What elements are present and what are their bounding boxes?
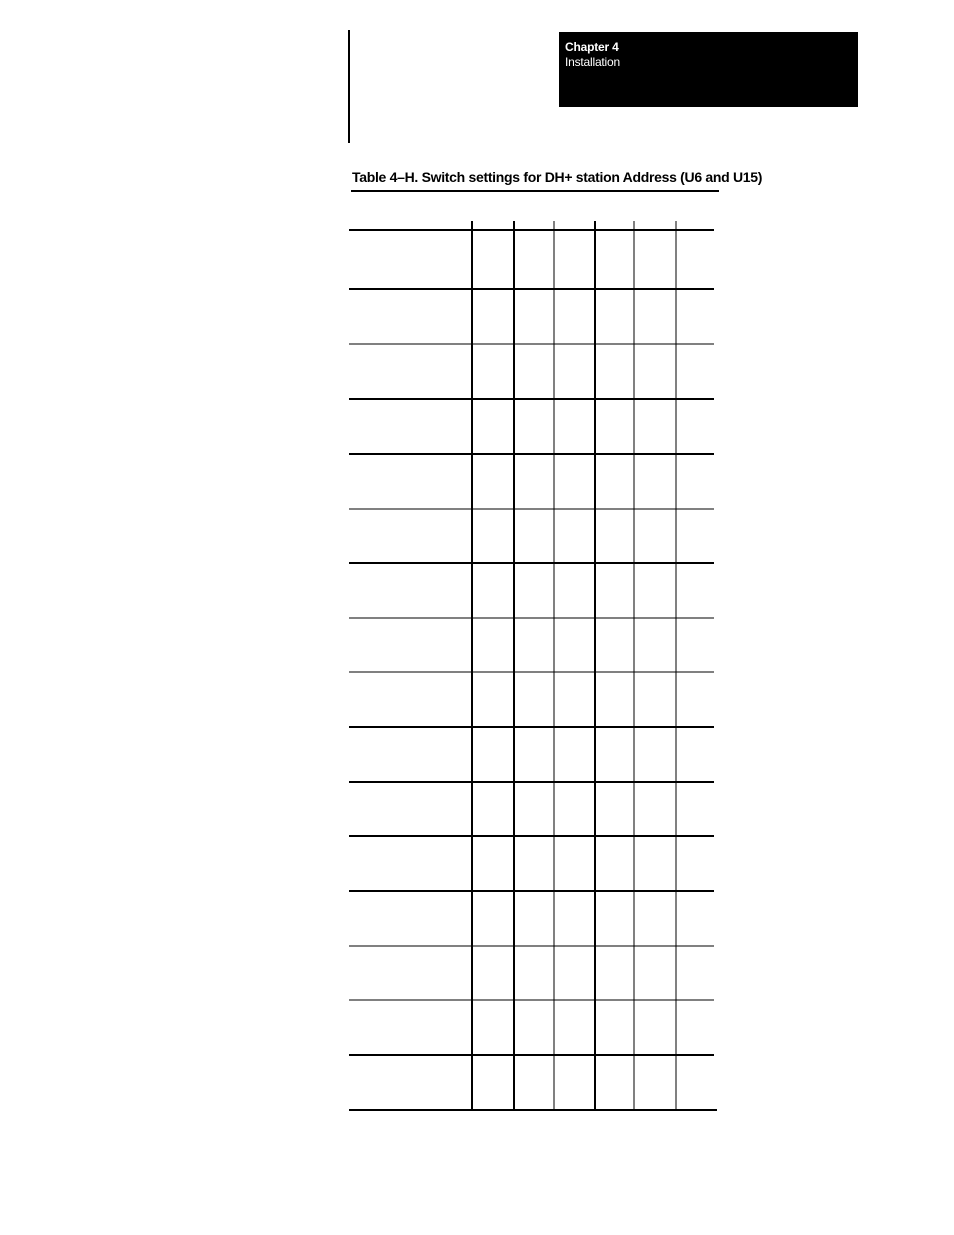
table-cell (514, 289, 554, 344)
table-cell (595, 946, 634, 1000)
table-cell (595, 672, 634, 727)
table-cell (554, 782, 595, 836)
table-cell (554, 618, 595, 672)
table-cell (676, 344, 714, 399)
table-cell (349, 454, 472, 509)
table-cell (595, 782, 634, 836)
table-cell (676, 454, 714, 509)
chapter-title: Chapter 4 (565, 40, 619, 54)
table-cell (676, 1055, 714, 1110)
table-cell (595, 891, 634, 946)
table-cell (554, 1000, 595, 1055)
table-cell (472, 946, 514, 1000)
table-cell (676, 509, 714, 563)
table-cell (554, 509, 595, 563)
table-cell (676, 782, 714, 836)
table-cell (514, 1055, 554, 1110)
table-cell (554, 563, 595, 618)
table-cell (554, 672, 595, 727)
table-cell (349, 782, 472, 836)
table-cell (676, 230, 714, 289)
table-cell (514, 230, 554, 289)
table-cell (349, 230, 472, 289)
table-cell (676, 946, 714, 1000)
table-cell (514, 836, 554, 891)
table-cell (349, 891, 472, 946)
table-caption: Table 4–H. Switch settings for DH+ station Address (U6 and U15) (352, 169, 763, 185)
table-cell (349, 563, 472, 618)
table-cell (595, 289, 634, 344)
table-cell (595, 618, 634, 672)
table-cell (472, 1055, 514, 1110)
table-cell (634, 836, 676, 891)
table-cell (634, 399, 676, 454)
table-cell (472, 454, 514, 509)
table-cell (472, 672, 514, 727)
table-cell (634, 344, 676, 399)
table-cell (472, 1000, 514, 1055)
table-cell (349, 836, 472, 891)
table-cell (514, 454, 554, 509)
table-cell (554, 891, 595, 946)
table-cell (554, 230, 595, 289)
table-cell (514, 509, 554, 563)
table-cell (554, 946, 595, 1000)
table-cell (472, 399, 514, 454)
table-cell (349, 399, 472, 454)
table-cell (595, 1055, 634, 1110)
table-cell (472, 509, 514, 563)
table-cell (634, 563, 676, 618)
table-cell (634, 1000, 676, 1055)
table-cell (676, 618, 714, 672)
table-cell (472, 289, 514, 344)
table-cell (676, 563, 714, 618)
chapter-section-title: Installation (565, 55, 620, 69)
table-cell (634, 509, 676, 563)
table-cell (676, 289, 714, 344)
table-cell (514, 891, 554, 946)
table-cell (514, 563, 554, 618)
table-cell (554, 289, 595, 344)
table-cell (634, 1055, 676, 1110)
table-cell (595, 563, 634, 618)
table-cell (514, 399, 554, 454)
table-cell (349, 509, 472, 563)
table-cell (472, 230, 514, 289)
table-cell (634, 672, 676, 727)
table-cell (595, 509, 634, 563)
table-cell (349, 618, 472, 672)
table-cell (349, 1000, 472, 1055)
table-cell (349, 289, 472, 344)
table-cell (595, 727, 634, 782)
table-cell (472, 344, 514, 399)
table-cell (634, 891, 676, 946)
table-cell (595, 344, 634, 399)
table-cell (595, 399, 634, 454)
table-cell (472, 618, 514, 672)
table-cell (676, 891, 714, 946)
table-cell (634, 946, 676, 1000)
table-cell (634, 782, 676, 836)
table-cell (676, 836, 714, 891)
table-cell (676, 1000, 714, 1055)
table-cell (514, 946, 554, 1000)
table-cell (472, 836, 514, 891)
table-cell (472, 891, 514, 946)
table-cell (514, 727, 554, 782)
table-cell (554, 344, 595, 399)
table-cell (676, 727, 714, 782)
table-cell (349, 672, 472, 727)
table-cell (472, 782, 514, 836)
table-cell (349, 727, 472, 782)
table-cell (634, 727, 676, 782)
table-cell (554, 1055, 595, 1110)
table-cell (634, 289, 676, 344)
table-cell (595, 230, 634, 289)
table-cell (595, 1000, 634, 1055)
table-cell (595, 836, 634, 891)
table-cell (514, 618, 554, 672)
table-cell (514, 344, 554, 399)
table-cell (472, 563, 514, 618)
table-cell (676, 399, 714, 454)
table-cell (554, 836, 595, 891)
table-cell (514, 782, 554, 836)
table-cell (595, 454, 634, 509)
table-cell (634, 230, 676, 289)
table-cell (554, 399, 595, 454)
table-cell (349, 1055, 472, 1110)
table-cell (634, 454, 676, 509)
table-cell (349, 344, 472, 399)
table-cell (349, 946, 472, 1000)
table-cell (472, 727, 514, 782)
table-cell (554, 727, 595, 782)
table-cell (676, 672, 714, 727)
table-cell (514, 672, 554, 727)
table-cell (514, 1000, 554, 1055)
table-cell (554, 454, 595, 509)
table-cell (634, 618, 676, 672)
